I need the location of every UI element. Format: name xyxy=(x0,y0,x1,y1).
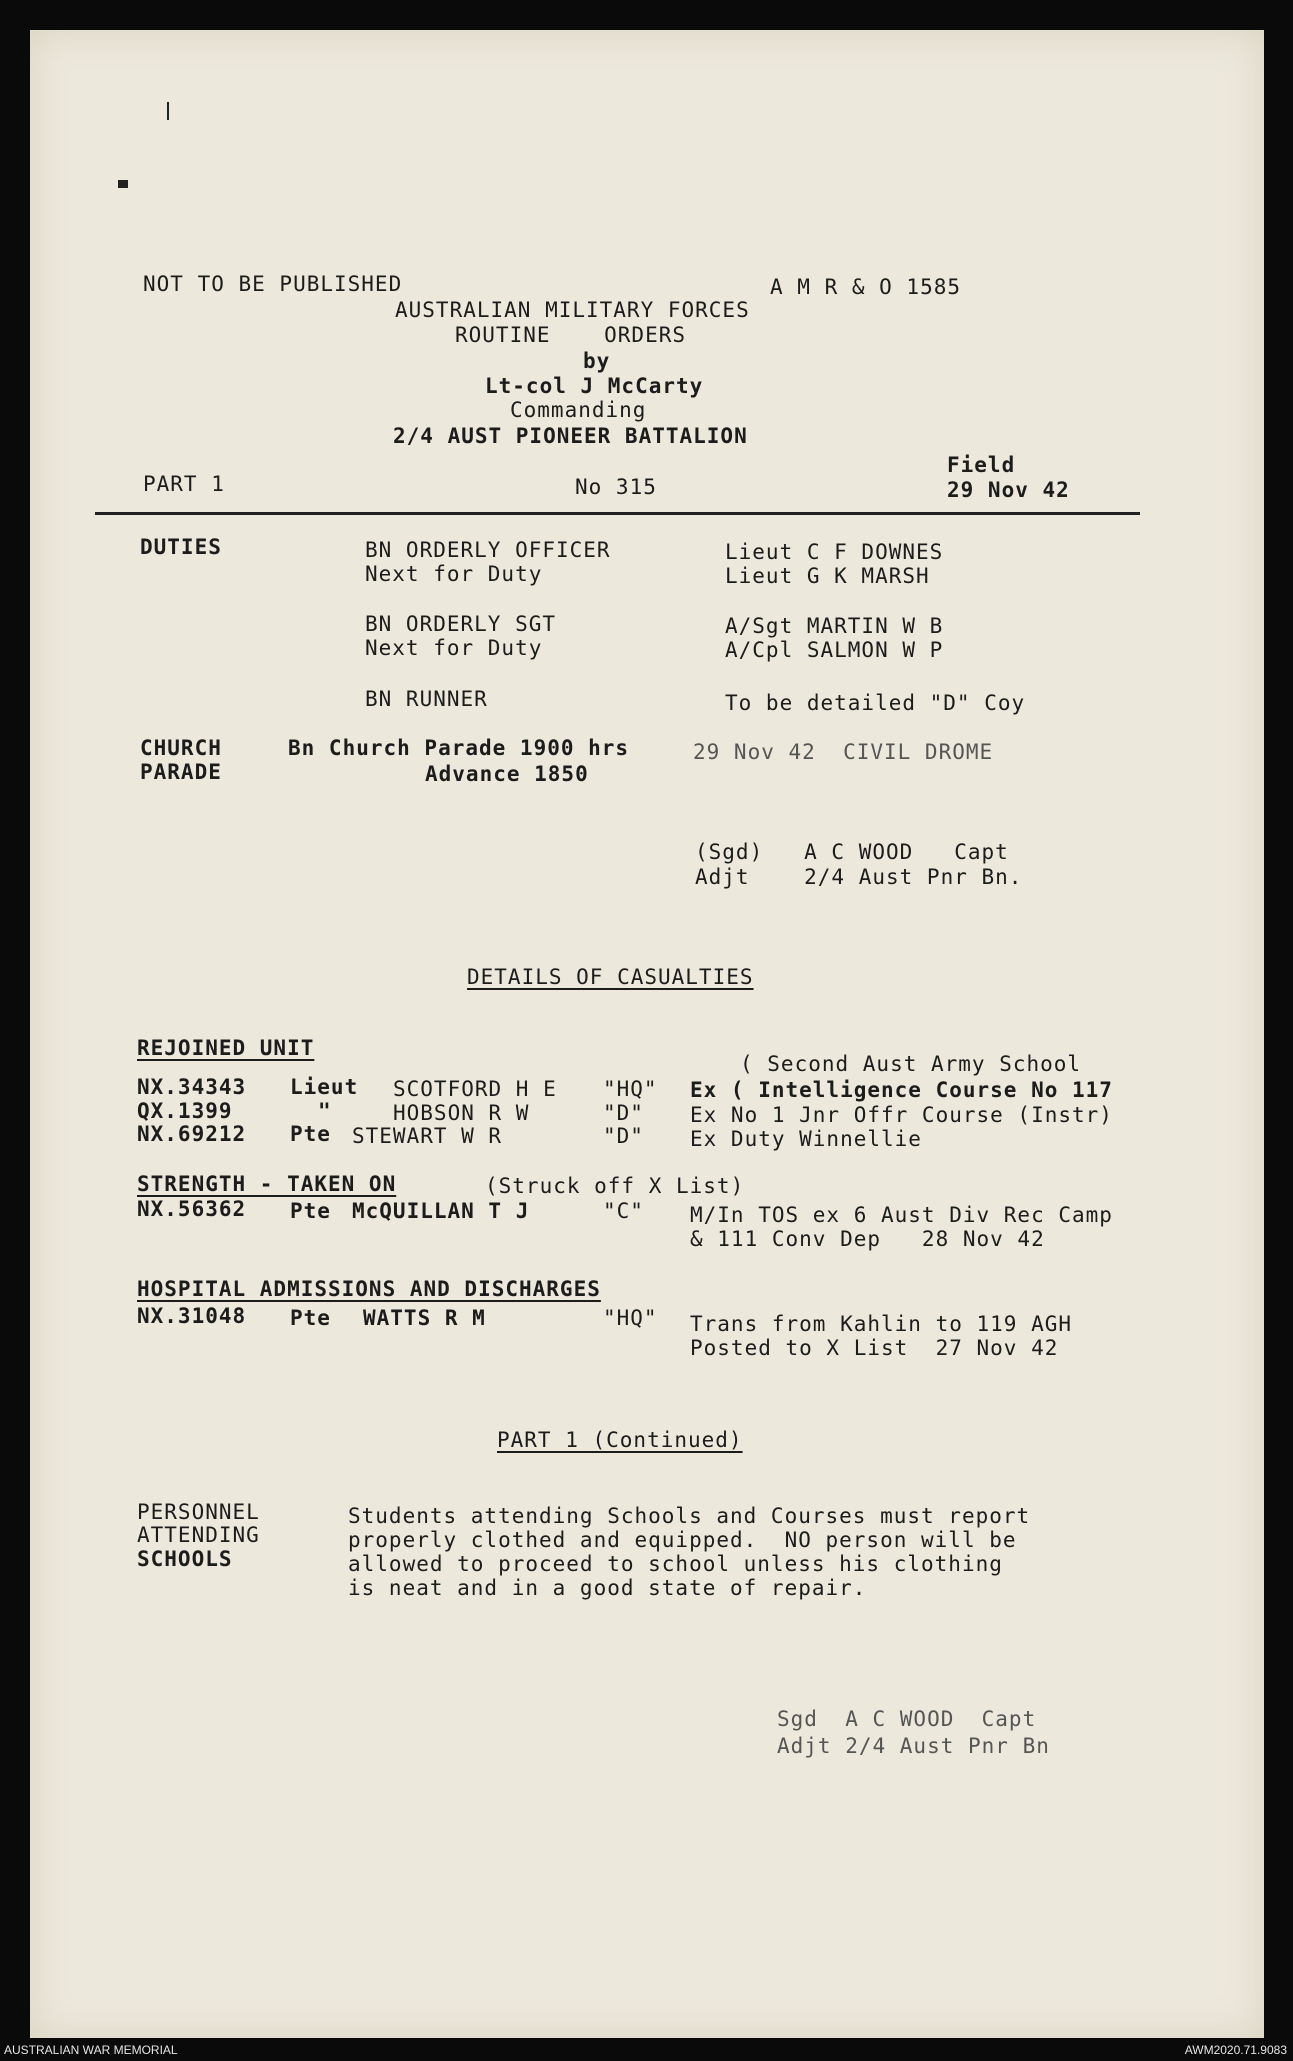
footer-accession: AWM2020.71.9083 xyxy=(1184,2043,1287,2057)
parade-label: PARADE xyxy=(140,760,222,784)
officer-name: Lt-col J McCarty xyxy=(485,374,704,398)
unit-name: 2/4 AUST PIONEER BATTALION xyxy=(393,424,748,448)
schools-text-line: properly clothed and equipped. NO person will be xyxy=(348,1528,1017,1552)
personnel-label: PERSONNEL xyxy=(137,1500,260,1524)
header-rule xyxy=(95,512,1140,515)
pin-mark xyxy=(167,102,169,120)
strength-sub: (Struck off X List) xyxy=(485,1174,745,1198)
casualty-name: McQUILLAN T J xyxy=(352,1199,530,1223)
location: Field xyxy=(947,453,1016,477)
casualties-title: DETAILS OF CASUALTIES xyxy=(467,965,754,989)
hospital-heading: HOSPITAL ADMISSIONS AND DISCHARGES xyxy=(137,1277,601,1301)
duty-role: BN ORDERLY OFFICER xyxy=(365,538,611,562)
duty-role: Next for Duty xyxy=(365,562,543,586)
casualty-coy: "D" xyxy=(603,1124,644,1148)
casualty-name: HOBSON R W xyxy=(393,1101,530,1125)
duty-name: A/Sgt MARTIN W B xyxy=(725,614,944,638)
not-published-label: NOT TO BE PUBLISHED xyxy=(143,272,403,296)
church-date-location: 29 Nov 42 CIVIL DROME xyxy=(693,740,994,764)
part-label: PART 1 xyxy=(143,472,225,496)
duty-name: Lieut C F DOWNES xyxy=(725,540,944,564)
casualty-rank: Pte xyxy=(290,1122,331,1146)
amr-number: A M R & O 1585 xyxy=(770,275,962,299)
rejoined-note: ( Second Aust Army School xyxy=(740,1052,1082,1076)
casualty-name: WATTS R M xyxy=(363,1306,486,1330)
church-advance: Advance 1850 xyxy=(425,762,589,786)
punch-mark xyxy=(118,180,128,188)
signature-line: Sgd A C WOOD Capt xyxy=(777,1707,1037,1731)
schools-text-line: allowed to proceed to school unless his clothing xyxy=(348,1552,1003,1576)
casualty-detail: Posted to X List 27 Nov 42 xyxy=(690,1336,1059,1360)
casualty-name: SCOTFORD H E xyxy=(393,1077,557,1101)
duties-label: DUTIES xyxy=(140,535,222,559)
duty-name: A/Cpl SALMON W P xyxy=(725,638,944,662)
casualty-no: NX.56362 xyxy=(137,1197,247,1221)
casualty-detail: Trans from Kahlin to 119 AGH xyxy=(690,1312,1073,1336)
signature-title: Adjt 2/4 Aust Pnr Bn. xyxy=(695,865,1023,889)
by-label: by xyxy=(583,349,611,373)
casualty-detail: Ex Duty Winnellie xyxy=(690,1127,922,1151)
part1-continued-title: PART 1 (Continued) xyxy=(497,1428,743,1452)
casualty-rank: Pte xyxy=(290,1199,331,1223)
duty-role: BN ORDERLY SGT xyxy=(365,612,557,636)
church-label: CHURCH xyxy=(140,736,222,760)
schools-text-line: Students attending Schools and Courses must report xyxy=(348,1504,1031,1528)
casualty-coy: "C" xyxy=(603,1199,644,1223)
schools-label: SCHOOLS xyxy=(137,1547,233,1571)
casualty-coy: "D" xyxy=(603,1101,644,1125)
casualty-no: NX.69212 xyxy=(137,1122,247,1146)
casualty-detail: Ex ( Intelligence Course No 117 xyxy=(690,1078,1113,1102)
order-number: No 315 xyxy=(575,475,657,499)
archive-footer xyxy=(0,2038,1293,2061)
signature-line: (Sgd) A C WOOD Capt xyxy=(695,840,1009,864)
duty-role: BN RUNNER xyxy=(365,687,488,711)
casualty-name: STEWART W R xyxy=(352,1124,503,1148)
routine-orders-title: ROUTINE ORDERS xyxy=(455,323,687,347)
footer-institution: AUSTRALIAN WAR MEMORIAL xyxy=(4,2043,178,2057)
commanding-label: Commanding xyxy=(510,398,647,422)
duty-name: Lieut G K MARSH xyxy=(725,564,930,588)
casualty-detail: & 111 Conv Dep 28 Nov 42 xyxy=(690,1227,1045,1251)
duty-name: To be detailed "D" Coy xyxy=(725,691,1026,715)
casualty-rank: " xyxy=(318,1099,332,1123)
casualty-detail: Ex No 1 Jnr Offr Course (Instr) xyxy=(690,1103,1113,1127)
casualty-coy: "HQ" xyxy=(603,1306,658,1330)
church-parade-time: Bn Church Parade 1900 hrs xyxy=(288,736,630,760)
casualty-no: NX.34343 xyxy=(137,1075,247,1099)
casualty-detail: M/In TOS ex 6 Aust Div Rec Camp xyxy=(690,1203,1113,1227)
casualty-coy: "HQ" xyxy=(603,1077,658,1101)
casualty-no: NX.31048 xyxy=(137,1304,247,1328)
casualty-rank: Pte xyxy=(290,1306,331,1330)
strength-heading: STRENGTH - TAKEN ON xyxy=(137,1172,397,1196)
order-date: 29 Nov 42 xyxy=(947,478,1070,502)
attending-label: ATTENDING xyxy=(137,1523,260,1547)
duty-role: Next for Duty xyxy=(365,636,543,660)
schools-text-line: is neat and in a good state of repair. xyxy=(348,1576,867,1600)
forces-title: AUSTRALIAN MILITARY FORCES xyxy=(395,298,750,322)
casualty-no: QX.1399 xyxy=(137,1099,233,1123)
casualty-rank: Lieut xyxy=(290,1075,359,1099)
rejoined-heading: REJOINED UNIT xyxy=(137,1036,315,1060)
signature-title: Adjt 2/4 Aust Pnr Bn xyxy=(777,1734,1050,1758)
